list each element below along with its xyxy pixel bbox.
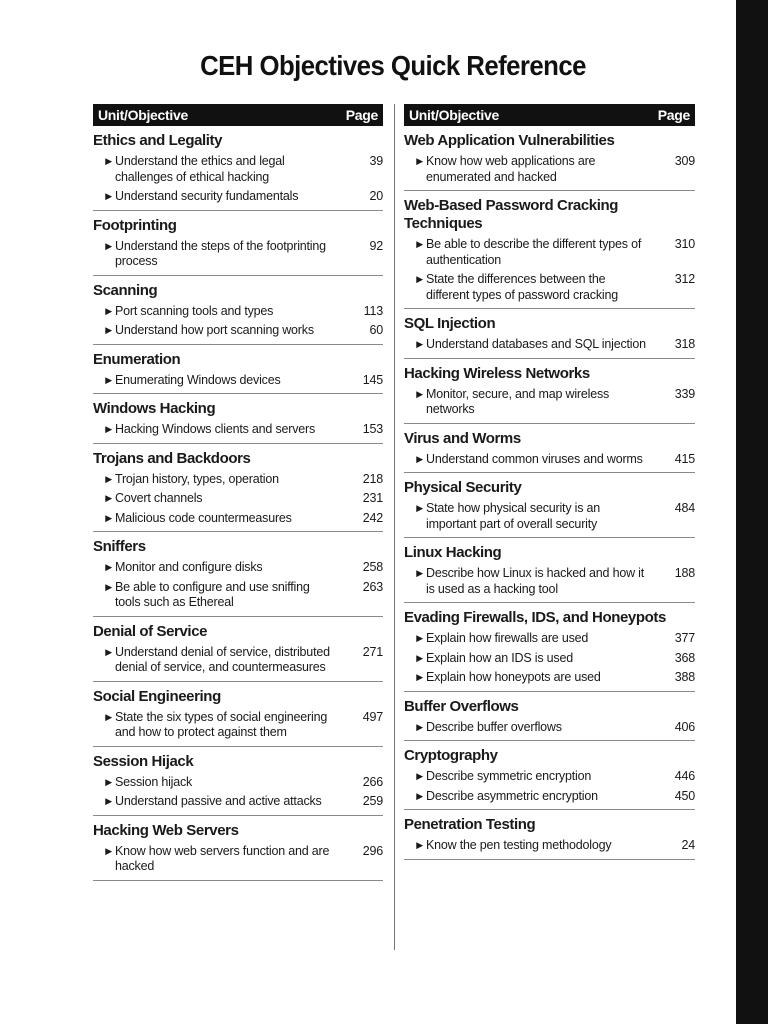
objective-section [93,747,383,816]
page-number: 92 [369,238,383,253]
page-number: 259 [362,794,383,808]
objective-item [93,578,383,613]
objective-section [93,444,383,533]
objective-text: Describe buffer overflows [426,719,562,734]
column-divider [394,104,395,950]
page-number: 263 [362,579,383,594]
objective-text: State the six types of social engineering and how to protect against them [115,709,328,739]
objective-text: Explain how firewalls are used [426,631,589,645]
section-title: Web-Based Password Cracking Techniques [404,197,618,232]
bullet-arrow-icon: ▶ [105,493,112,503]
section-title: Penetration Testing [404,816,536,833]
page-number: 388 [674,670,695,684]
page-number: 497 [362,709,383,724]
objective-text: Explain how honeypots are used [426,670,601,684]
bullet-arrow-icon: ▶ [105,240,112,251]
section-title: Windows Hacking [93,400,216,417]
objective-section [404,538,695,603]
objective-section [404,359,695,424]
objective-item [93,792,383,812]
bullet-arrow-icon: ▶ [105,796,112,806]
section-title: Social Engineering [93,687,221,705]
objective-item [93,152,383,187]
objective-text: Know how web applications are enumerated and hacked [426,154,596,184]
objective-text: Understand the steps of the footprinting process [115,238,326,268]
objective-item [93,321,383,341]
section-title: Session Hijack [93,752,194,770]
page-number: 24 [681,838,695,852]
bullet-arrow-icon: ▶ [416,274,423,284]
left-section-list [93,126,383,881]
bullet-arrow-icon: ▶ [105,473,112,484]
bullet-arrow-icon: ▶ [105,156,112,166]
objective-item [93,558,383,578]
objective-section [93,617,383,682]
page-number: 484 [674,501,695,515]
bullet-arrow-icon: ▶ [416,156,423,166]
bullet-arrow-icon: ▶ [105,646,112,657]
bullet-arrow-icon: ▶ [416,503,423,513]
objective-text: State the differences between the different types of password cracking [426,272,618,302]
objective-item [93,643,383,678]
bullet-arrow-icon: ▶ [105,845,112,856]
bullet-arrow-icon: ▶ [416,672,423,682]
objective-item [404,836,695,856]
bullet-arrow-icon: ▶ [105,191,112,201]
objective-section [404,126,695,191]
objective-text: Describe asymmetric encryption [426,788,598,803]
section-title: Hacking Web Servers [93,821,239,839]
objective-section [93,816,383,881]
page-number: 318 [674,337,695,351]
unit-objective-header: Unit/Objective [98,107,188,123]
page-number: 258 [362,560,383,574]
objective-text: Understand the ethics and legal challenges of ethical hacking [115,154,285,184]
bullet-arrow-icon: ▶ [416,339,423,349]
objective-text: Covert channels [115,491,203,505]
objective-item [404,335,695,355]
objective-item [404,270,695,305]
bullet-arrow-icon: ▶ [416,633,423,643]
right-column [404,104,695,860]
objective-item [404,649,695,669]
section-title: Physical Security [404,479,522,496]
objective-text: Explain how an IDS is used [426,650,573,665]
section-title: Linux Hacking [404,544,502,561]
section-title: Hacking Wireless Networks [404,364,590,382]
objective-section [93,126,383,211]
objective-item [93,708,383,743]
objective-item [404,385,695,420]
right-section-list [404,126,695,860]
bullet-arrow-icon: ▶ [105,776,112,787]
unit-objective-header: Unit/Objective [409,107,499,123]
objective-text: Malicious code countermeasures [115,510,292,525]
page-number: 242 [362,510,383,525]
section-title: Evading Firewalls, IDS, and Honeypots [404,609,666,626]
page-number: 296 [362,843,383,858]
page-number: 188 [674,566,695,580]
bullet-arrow-icon: ▶ [105,711,112,722]
objective-section [404,741,695,810]
section-title: Trojans and Backdoors [93,449,251,467]
objective-text: Know how web servers function and are hacked [115,843,330,873]
objective-text: Understand denial of service, distributed denial of service, and countermeasures [115,644,330,674]
objective-text: Be able to configure and use sniffing tools such as Ethereal [115,579,310,609]
objective-text: Describe how Linux is hacked and how it is used as a hacking tool [426,566,645,596]
objective-text: Monitor, secure, and map wireless networks [426,386,610,416]
bullet-arrow-icon: ▶ [416,239,423,249]
objective-section [93,211,383,276]
objective-item [93,302,383,322]
left-column [93,104,383,881]
objective-item [93,420,383,440]
page-number: 113 [363,303,383,318]
objective-item [93,509,383,529]
section-title: Footprinting [93,216,177,234]
objective-text: Know the pen testing methodology [426,838,612,852]
objective-text: Be able to describe the different types of authentication [426,237,642,267]
section-title: Sniffers [93,538,146,555]
right-column-header [404,104,695,126]
page-number: 446 [674,769,695,783]
objective-item [404,718,695,738]
objective-section [404,191,695,309]
objective-item [93,371,383,391]
page-number: 406 [674,719,695,734]
objective-text: Port scanning tools and types [115,303,274,318]
bullet-arrow-icon: ▶ [105,325,112,335]
page-number: 312 [674,272,695,286]
page-title: CEH Objectives Quick Reference [200,50,586,81]
page-number: 231 [362,491,383,505]
bullet-arrow-icon: ▶ [416,790,423,801]
objective-section [404,810,695,860]
page-number: 20 [369,189,383,203]
objective-item [404,629,695,649]
page-number: 339 [674,386,695,401]
objective-text: Monitor and configure disks [115,560,263,574]
section-title: Enumeration [93,350,181,368]
section-title: Virus and Worms [404,429,521,447]
page-number: 450 [674,788,695,803]
objective-text: Trojan history, types, operation [115,471,279,486]
objective-section [404,309,695,359]
page-number: 377 [674,631,695,645]
page-number: 415 [674,451,695,466]
objective-text: Session hijack [115,774,193,789]
objective-item [93,773,383,793]
page-edge-strip [736,0,768,1024]
objective-text: Hacking Windows clients and servers [115,422,316,436]
objective-item [93,187,383,207]
objective-section [93,345,383,395]
objective-text: Understand databases and SQL injection [426,337,646,351]
bullet-arrow-icon: ▶ [416,388,423,399]
page-number: 218 [362,471,383,486]
objective-item [404,767,695,787]
objective-section [93,532,383,617]
objective-item [93,489,383,509]
page-header: Page [345,107,378,123]
page-number: 309 [674,154,695,168]
page-number: 266 [362,774,383,789]
objective-section [404,424,695,474]
objective-section [93,276,383,345]
bullet-arrow-icon: ▶ [105,424,112,434]
bullet-arrow-icon: ▶ [416,840,423,850]
objective-item [404,564,695,599]
objective-section [404,473,695,538]
bullet-arrow-icon: ▶ [416,453,423,464]
objective-text: Describe symmetric encryption [426,769,592,783]
objective-item [404,668,695,688]
objective-item [93,842,383,877]
objective-item [404,450,695,470]
objective-item [404,499,695,534]
bullet-arrow-icon: ▶ [416,568,423,578]
objective-item [404,787,695,807]
page-number: 368 [674,650,695,665]
page-number: 60 [369,323,383,337]
page-number: 310 [674,237,695,251]
objective-text: State how physical security is an important part of overall security [426,501,601,531]
objective-item [93,237,383,272]
objective-text: Enumerating Windows devices [115,372,281,387]
bullet-arrow-icon: ▶ [105,305,112,316]
objective-item [404,152,695,187]
page-number: 145 [362,372,383,387]
bullet-arrow-icon: ▶ [105,562,112,572]
section-title: Cryptography [404,747,498,764]
bullet-arrow-icon: ▶ [105,581,112,592]
objective-text: Understand common viruses and worms [426,451,643,466]
bullet-arrow-icon: ▶ [416,721,423,732]
page-number: 153 [362,422,383,436]
bullet-arrow-icon: ▶ [416,652,423,663]
section-title: Denial of Service [93,622,208,640]
section-title: SQL Injection [404,315,496,332]
section-title: Ethics and Legality [93,132,223,149]
objective-item [404,235,695,270]
objective-section [404,692,695,742]
section-title: Scanning [93,281,158,299]
objective-section [404,603,695,692]
left-column-header [93,104,383,126]
bullet-arrow-icon: ▶ [105,374,112,385]
objective-section [93,682,383,747]
objective-text: Understand security fundamentals [115,189,299,203]
section-title: Web Application Vulnerabilities [404,132,615,149]
page-header: Page [657,107,690,123]
objective-item [93,470,383,490]
bullet-arrow-icon: ▶ [416,771,423,781]
section-title: Buffer Overflows [404,697,519,715]
bullet-arrow-icon: ▶ [105,512,112,523]
page-number: 39 [369,154,383,168]
objective-text: Understand how port scanning works [115,323,314,337]
page-number: 271 [362,644,383,659]
objective-section [93,394,383,444]
objective-text: Understand passive and active attacks [115,794,322,808]
